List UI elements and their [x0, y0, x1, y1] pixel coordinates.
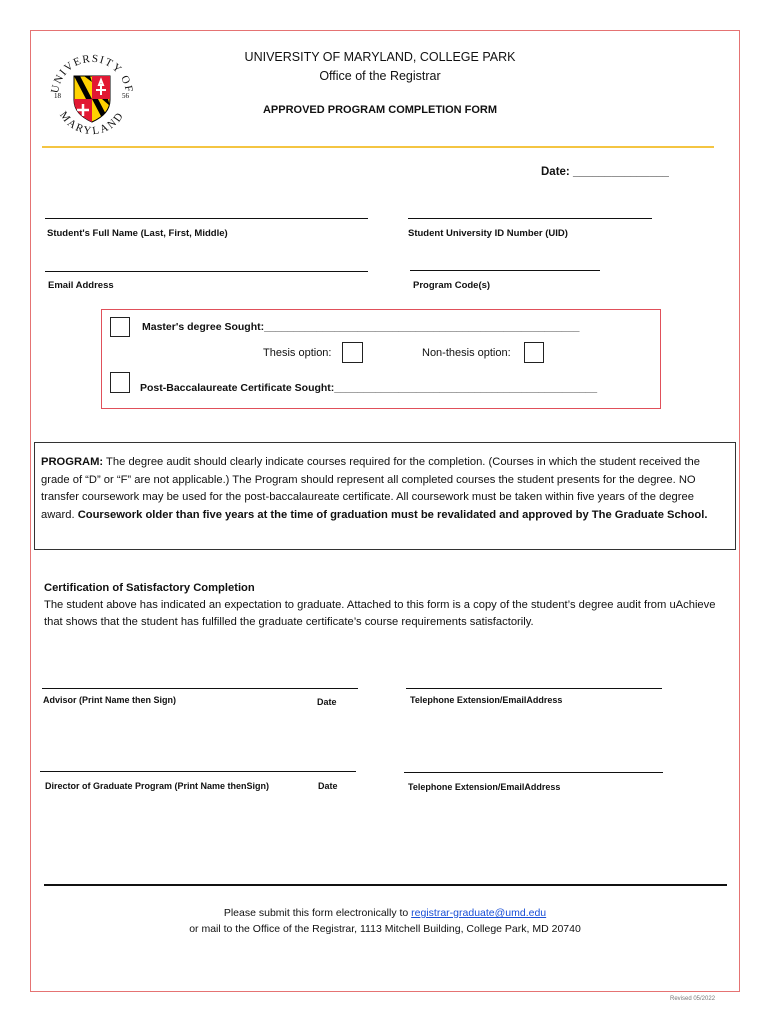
full-name-line[interactable] — [45, 218, 368, 219]
full-name-label: Student's Full Name (Last, First, Middle) — [47, 228, 228, 239]
email-line[interactable] — [45, 271, 368, 272]
uid-label: Student University ID Number (UID) — [408, 228, 568, 239]
mail-instructions: or mail to the Office of the Registrar, 1113 Mitchell Building, College Park, MD 20740 — [189, 923, 581, 935]
uid-line[interactable] — [408, 218, 652, 219]
seal-text-bottom: MARYLAND — [57, 109, 127, 138]
advisor-signature-line[interactable] — [42, 688, 358, 689]
thesis-checkbox[interactable] — [342, 342, 363, 363]
footer-divider — [44, 884, 727, 886]
advisor-contact-label: Telephone Extension/EmailAddress — [410, 695, 563, 705]
advisor-date-label: Date — [317, 697, 337, 707]
program-code-label: Program Code(s) — [413, 280, 491, 291]
non-thesis-label: Non-thesis option: — [422, 347, 511, 359]
director-label: Director of Graduate Program (Print Name thenSign) — [45, 781, 270, 791]
email-label: Email Address — [48, 280, 114, 291]
umd-seal-logo — [44, 46, 140, 142]
postbacc-label: Post-Baccalaureate Certificate Sought:_____________________________________________ — [140, 382, 598, 394]
submit-prefix: Please submit this form electronically to — [223, 907, 412, 919]
office-name: Office of the Registrar — [319, 69, 441, 83]
postbacc-checkbox[interactable] — [110, 372, 130, 393]
program-code-line[interactable] — [410, 270, 600, 271]
program-heading: PROGRAM: — [41, 456, 104, 468]
certification-heading: Certification of Satisfactory Completion — [44, 582, 255, 594]
director-contact-label: Telephone Extension/EmailAddress — [408, 782, 561, 792]
maryland-shield-icon — [74, 76, 110, 123]
masters-checkbox[interactable] — [110, 317, 130, 337]
program-notice-box — [34, 442, 736, 550]
seal-year-left: 18 — [54, 92, 61, 100]
masters-label: Master's degree Sought:______________________________________________________ — [142, 321, 580, 333]
certification-body: The student above has indicated an expectation to graduate. Attached to this form is a copy of the student’s degree audit from uAchieve that shows that the student has fulfilled the graduate certificate’s course requirements satisfactorily. — [44, 599, 716, 628]
director-date-label: Date — [318, 781, 338, 791]
director-signature-line[interactable] — [40, 771, 356, 772]
submit-instructions — [100, 905, 670, 921]
revision-date: Revised 05/2022 — [670, 996, 716, 1002]
program-bold-tail: Coursework older than five years at the time of graduation must be revalidated and approved by The Graduate School. — [77, 508, 708, 521]
non-thesis-checkbox[interactable] — [524, 342, 544, 363]
thesis-label: Thesis option: — [263, 347, 332, 359]
advisor-label: Advisor (Print Name then Sign) — [43, 695, 177, 705]
seal-year-right: 56 — [122, 92, 129, 100]
registrar-email-link[interactable]: registrar-graduate@umd.edu — [411, 907, 547, 919]
university-name: UNIVERSITY OF MARYLAND, COLLEGE PARK — [244, 50, 516, 64]
program-body: The degree audit should clearly indicate courses required for the completion. (Courses in which the student received the grade of “D” or “F” are not applicable.) The Program should represent all completed courses the student presents for the degree. NO transfer coursework may be used for the post-baccalaureate certificate. All coursework must be taken within five years of the degree award. — [41, 456, 700, 521]
seal-text-top: UNIVERSITY OF — [48, 52, 135, 95]
header-divider — [42, 146, 714, 148]
date-field[interactable]: Date: _______________ — [541, 166, 669, 178]
advisor-contact-line[interactable] — [406, 688, 662, 689]
director-contact-line[interactable] — [404, 772, 663, 773]
form-title: APPROVED PROGRAM COMPLETION FORM — [262, 104, 498, 116]
